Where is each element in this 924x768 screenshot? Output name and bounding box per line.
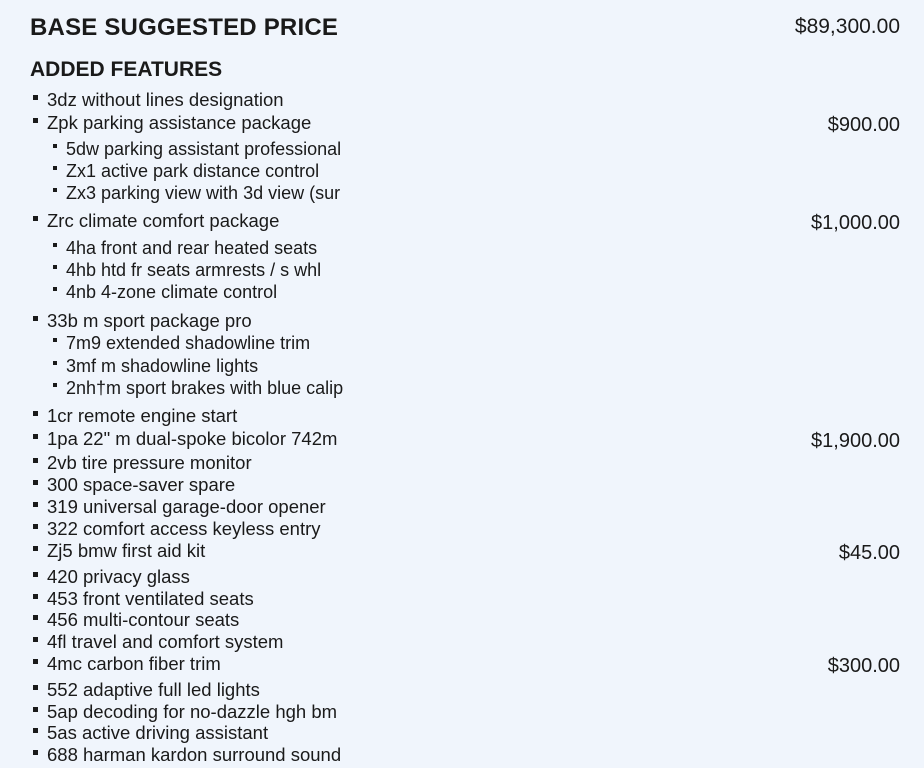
feature-price: $1,900.00 (811, 430, 900, 452)
feature-label: 1cr remote engine start (47, 405, 238, 426)
bullet-icon (33, 750, 38, 755)
feature-item (33, 744, 341, 766)
bullet-icon (33, 480, 38, 485)
feature-label: 300 space-saver spare (47, 474, 236, 495)
feature-label: 688 harman kardon surround sound (47, 744, 342, 765)
bullet-icon (33, 95, 38, 100)
sub-feature-item (53, 138, 341, 160)
bullet-icon (53, 383, 57, 387)
feature-label: 2vb tire pressure monitor (47, 452, 252, 473)
feature-label: 4hb htd fr seats armrests / s whl (66, 260, 322, 280)
feature-label: 1pa 22" m dual-spoke bicolor 742m (47, 428, 338, 449)
feature-label: 4fl travel and comfort system (47, 631, 284, 652)
bullet-icon (33, 502, 38, 507)
sub-feature-item (53, 332, 310, 354)
feature-label: 4nb 4-zone climate control (66, 282, 278, 302)
feature-label: 7m9 extended shadowline trim (66, 333, 311, 353)
bullet-icon (33, 524, 38, 529)
sub-feature-item (53, 237, 317, 259)
feature-price: $45.00 (838, 542, 900, 564)
bullet-icon (33, 594, 38, 599)
feature-price: $1,000.00 (811, 212, 900, 234)
bullet-icon (53, 243, 57, 247)
feature-item (33, 566, 190, 588)
feature-label: 4mc carbon fiber trim (47, 653, 221, 674)
feature-item (33, 452, 252, 474)
bullet-icon (53, 338, 57, 342)
feature-item (33, 679, 260, 701)
feature-label: 3mf m shadowline lights (66, 356, 259, 376)
feature-price: $900.00 (827, 114, 900, 136)
added-features-heading: ADDED FEATURES (30, 58, 223, 81)
feature-label: 5dw parking assistant professional (66, 139, 342, 159)
bullet-icon (33, 216, 38, 221)
bullet-icon (53, 287, 57, 291)
feature-item (33, 405, 237, 427)
feature-label: Zpk parking assistance package (47, 112, 312, 133)
feature-label: Zj5 bmw first aid kit (47, 540, 206, 561)
feature-item (33, 112, 311, 134)
bullet-icon (53, 361, 57, 365)
feature-label: 3dz without lines designation (47, 89, 284, 110)
sub-feature-item (53, 259, 321, 281)
feature-item (33, 722, 268, 744)
feature-label: 5as active driving assistant (47, 722, 269, 743)
feature-item (33, 653, 221, 675)
feature-label: 420 privacy glass (47, 566, 190, 587)
bullet-icon (33, 434, 38, 439)
bullet-icon (33, 659, 38, 664)
bullet-icon (33, 637, 38, 642)
feature-item (33, 609, 239, 631)
feature-item (33, 310, 252, 332)
feature-label: 4ha front and rear heated seats (66, 238, 318, 258)
feature-label: 552 adaptive full led lights (47, 679, 260, 700)
feature-label: Zx3 parking view with 3d view (sur (66, 183, 341, 203)
bullet-icon (33, 546, 38, 551)
bullet-icon (33, 707, 38, 712)
bullet-icon (33, 572, 38, 577)
sub-feature-item (53, 377, 343, 399)
sub-feature-item (53, 182, 340, 204)
feature-label: 322 comfort access keyless entry (47, 518, 321, 539)
feature-label: 319 universal garage-door opener (47, 496, 326, 517)
feature-item (33, 210, 279, 232)
feature-price: $300.00 (827, 655, 900, 677)
feature-item (33, 631, 283, 653)
bullet-icon (33, 316, 38, 321)
bullet-icon (33, 728, 38, 733)
feature-label: 453 front ventilated seats (47, 588, 254, 609)
feature-item (33, 518, 321, 540)
base-price-heading: BASE SUGGESTED PRICE (30, 14, 339, 41)
sub-feature-item (53, 160, 319, 182)
bullet-icon (53, 188, 57, 192)
feature-item (33, 496, 326, 518)
sub-feature-item (53, 281, 277, 303)
feature-label: Zrc climate comfort package (47, 210, 280, 231)
sub-feature-item (53, 355, 258, 377)
bullet-icon (33, 411, 38, 416)
feature-item (33, 474, 235, 496)
feature-label: 2nh†m sport brakes with blue calip (66, 378, 344, 398)
feature-label: Zx1 active park distance control (66, 161, 320, 181)
bullet-icon (33, 615, 38, 620)
feature-label: 5ap decoding for no-dazzle hgh bm (47, 701, 338, 722)
feature-item (33, 428, 337, 450)
bullet-icon (53, 166, 57, 170)
feature-item (33, 701, 337, 723)
bullet-icon (53, 265, 57, 269)
feature-item (33, 588, 254, 610)
feature-item (33, 540, 205, 562)
bullet-icon (33, 458, 38, 463)
feature-label: 33b m sport package pro (47, 310, 252, 331)
feature-item (33, 89, 284, 111)
base-price-value: $89,300.00 (794, 15, 900, 38)
bullet-icon (33, 118, 38, 123)
bullet-icon (53, 144, 57, 148)
bullet-icon (33, 685, 38, 690)
feature-label: 456 multi-contour seats (47, 609, 240, 630)
